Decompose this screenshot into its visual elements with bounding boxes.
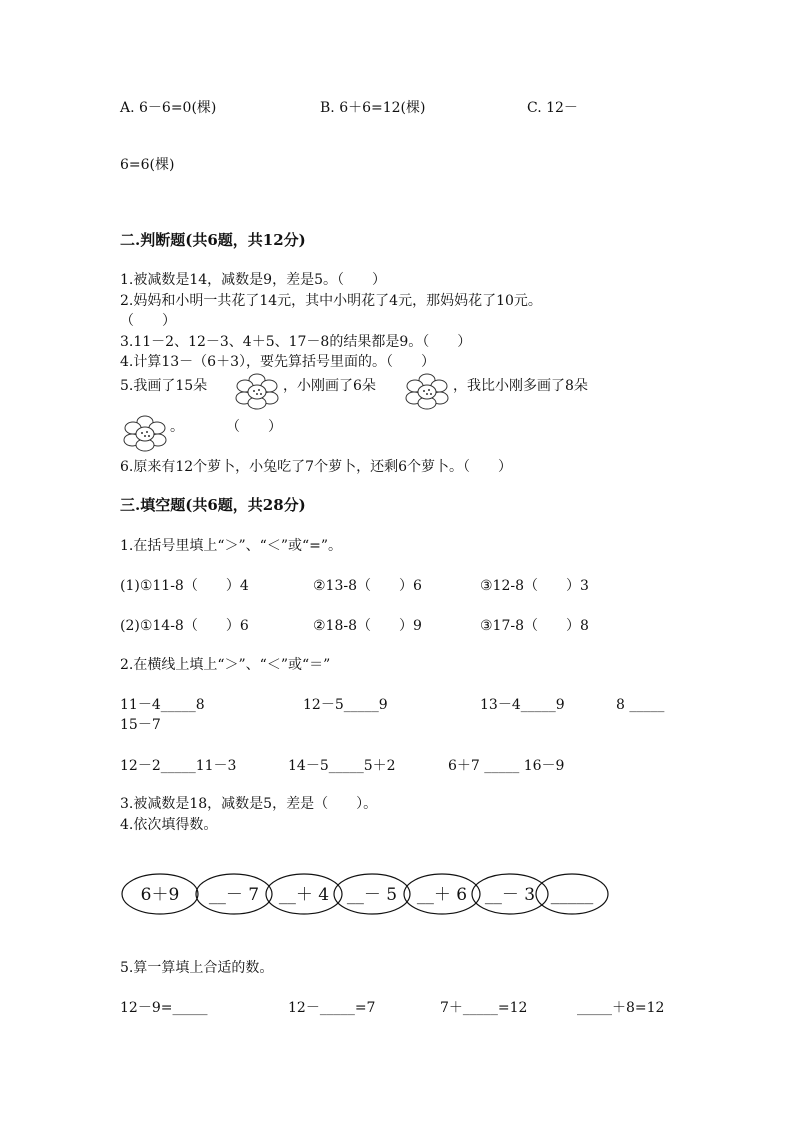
compare-row1-item: ②13-8（ ）6 <box>313 578 422 594</box>
blank-row2-item: 14－5_____5＋2 <box>288 758 396 774</box>
fill-q4: 4.依次填得数。 <box>120 817 218 833</box>
judge-q6: 6.原来有12个萝卜，小兔吃了7个萝卜，还剩6个萝卜。（ ） <box>120 459 512 475</box>
fill-q5: 5.算一算填上合适的数。 <box>120 960 274 976</box>
judge-q1: 1.被减数是14，减数是9，差是5。（ ） <box>120 272 386 288</box>
compare-row2-item: ②18-8（ ）9 <box>313 618 422 634</box>
blank-row1-continued: 15－7 <box>120 717 161 733</box>
judge-q5-part2: ，小刚画了6朵 <box>283 378 376 394</box>
section-3-title: 三.填空题(共6题，共28分) <box>120 496 306 514</box>
calc-item: _____＋8=12 <box>577 1000 665 1016</box>
blank-row1-item: 11－4_____8 <box>120 697 205 713</box>
chain-step: __＋ 4 <box>278 885 330 905</box>
calc-chain <box>120 870 620 920</box>
option-b: B. 6＋6=12(棵) <box>320 100 426 116</box>
blank-row1-item: 8 _____ <box>616 697 665 713</box>
blank-row1-item: 13－4_____9 <box>480 697 565 713</box>
blank-row1-item: 12－5_____9 <box>303 697 388 713</box>
judge-q5-part1: 5.我画了15朵 <box>120 378 208 394</box>
chain-step: __－ 7 <box>208 885 260 905</box>
flower-icon <box>404 372 450 410</box>
chain-step: __＋ 6 <box>416 885 468 905</box>
chain-step: 6＋9 <box>140 885 180 905</box>
chain-step: __－ 5 <box>346 885 398 905</box>
calc-item: 7＋_____=12 <box>440 1000 528 1016</box>
judge-q2-bracket: （ ） <box>120 313 176 329</box>
compare-row2-item: (2)①14-8（ ）6 <box>120 618 249 634</box>
fill-q1: 1.在括号里填上“＞”、“＜”或“=”。 <box>120 538 343 554</box>
compare-row2-item: ③17-8（ ）8 <box>480 618 589 634</box>
option-c: C. 12－ <box>527 100 578 116</box>
judge-q5-part4: 。 （ ） <box>170 419 282 435</box>
blank-row2-item: 12－2_____11－3 <box>120 758 237 774</box>
chain-step: _____ <box>550 885 594 905</box>
judge-q2: 2.妈妈和小明一共花了14元，其中小明花了4元，那妈妈花了10元。 <box>120 293 542 309</box>
option-c-continued: 6=6(棵) <box>120 157 175 173</box>
compare-row1-item: (1)①11-8（ ）4 <box>120 578 249 594</box>
fill-q3: 3.被减数是18，减数是5，差是（ ）。 <box>120 796 378 812</box>
flower-icon <box>122 414 168 452</box>
judge-q3: 3.11－2、12－3、4＋5、17－8的结果都是9。（ ） <box>120 334 472 350</box>
calc-item: 12－9=_____ <box>120 1000 208 1016</box>
chain-step: __－ 3 <box>484 885 536 905</box>
fill-q2: 2.在横线上填上“＞”、“＜”或“＝” <box>120 657 331 673</box>
section-2-title: 二.判断题(共6题，共12分) <box>120 231 306 249</box>
judge-q4: 4.计算13－（6＋3），要先算括号里面的。（ ） <box>120 354 435 370</box>
blank-row2-item: 6＋7 _____ 16－9 <box>448 758 565 774</box>
compare-row1-item: ③12-8（ ）3 <box>480 578 589 594</box>
flower-icon <box>234 372 280 410</box>
option-a: A. 6－6=0(棵) <box>120 100 217 116</box>
judge-q5-part3: ，我比小刚多画了8朵 <box>453 378 588 394</box>
calc-item: 12－_____=7 <box>288 1000 376 1016</box>
